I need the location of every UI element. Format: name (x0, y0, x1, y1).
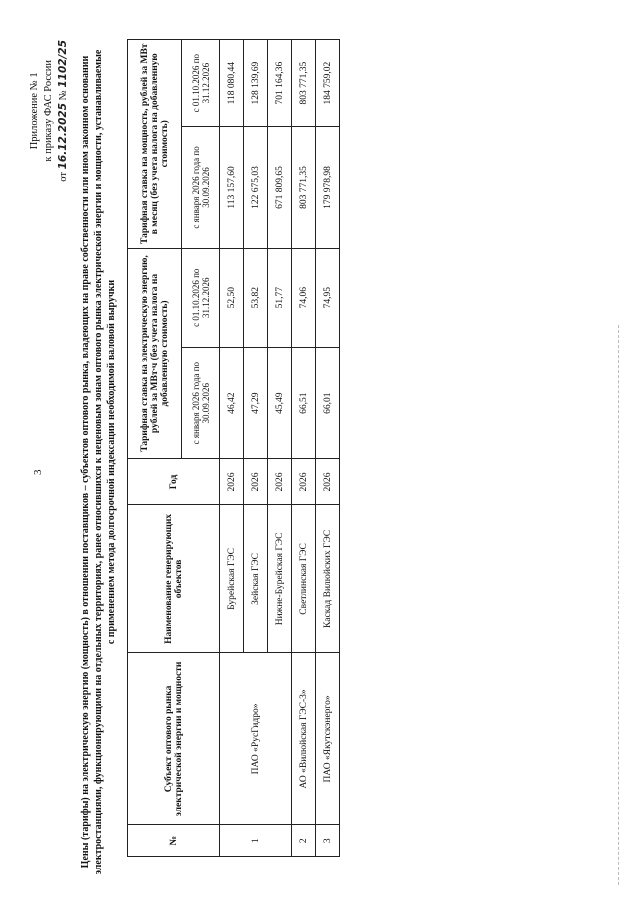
header-energy-rate: Тарифная ставка на электрическую энергию, рублей за МВт∙ч (без учета налога на добавленную стоимость) (128, 248, 182, 459)
cell-power-2: 118 080,44 (220, 40, 244, 127)
cell-energy-2: 51,77 (268, 248, 292, 347)
cell-subject: АО «Вилюйская ГЭС-3» (292, 653, 316, 825)
subheader-period-2: с 01.10.2026 по 31.12.2026 (182, 248, 220, 347)
cell-power-1: 179 978,98 (316, 127, 340, 248)
cell-energy-2: 74,06 (292, 248, 316, 347)
cell-energy-2: 53,82 (244, 248, 268, 347)
table-header-row (128, 40, 182, 857)
cell-object: Каскад Вилюйских ГЭС (316, 505, 340, 653)
cell-num: 3 (316, 825, 340, 857)
cell-num: 1 (220, 825, 292, 857)
cell-year: 2026 (244, 459, 268, 505)
cell-object: Светлинская ГЭС (292, 505, 316, 653)
appendix-order-ref: к приказу ФАС России (43, 60, 54, 162)
cell-energy-2: 74,95 (316, 248, 340, 347)
scan-footer-line (618, 325, 619, 885)
table-row (316, 40, 340, 857)
tariffs-table (127, 39, 340, 857)
cell-energy-1: 66,01 (316, 347, 340, 459)
header-subject: Субъект оптового рынка электрической энергии и мощности (128, 653, 220, 825)
appendix-title: Приложение № 1 (29, 72, 40, 150)
appendix-block (28, 40, 71, 182)
cell-power-1: 803 771,35 (292, 127, 316, 248)
cell-energy-1: 47,29 (244, 347, 268, 459)
cell-energy-1: 46,42 (220, 347, 244, 459)
subheader-period-4: с 01.10.2026 по 31.12.2026 (182, 40, 220, 127)
cell-power-2: 128 139,69 (244, 40, 268, 127)
header-year: Год (128, 459, 220, 505)
number-sign: № (58, 90, 69, 101)
cell-num: 2 (292, 825, 316, 857)
header-power-rate: Тарифная ставка на мощность, рублей за МВт в месяц (без учета налога на добавленную стоимость) (128, 40, 182, 249)
cell-power-1: 671 809,65 (268, 127, 292, 248)
cell-subject: ПАО «Якутскэнерго» (316, 653, 340, 825)
cell-power-2: 184 759,02 (316, 40, 340, 127)
table-row (292, 40, 316, 857)
page-number: 3 (32, 469, 44, 475)
cell-power-2: 701 164,36 (268, 40, 292, 127)
document-heading: Цены (тарифы) на электрическую энергию (мощность) в отношении поставщиков – субъектов оптового рынка, владеющих на праве собственности или ином законном основании электростанциями, функционирующими на отдельных территориях, ранее относившихся к неценовым зонам оптового рынка электрической энергии и мощности, устанавливаемые с применением метода долгосрочной индексации необходимой валовой выручки (80, 49, 117, 875)
cell-power-1: 122 675,03 (244, 127, 268, 248)
cell-object: Бурейская ГЭС (220, 505, 244, 653)
cell-year: 2026 (316, 459, 340, 505)
cell-power-2: 803 771,35 (292, 40, 316, 127)
date-prefix: от (58, 172, 69, 182)
subheader-period-3: с января 2026 года по 30.09.2026 (182, 127, 220, 248)
cell-year: 2026 (292, 459, 316, 505)
cell-energy-2: 52,50 (220, 248, 244, 347)
cell-year: 2026 (220, 459, 244, 505)
cell-subject: ПАО «РусГидро» (220, 653, 292, 825)
subheader-period-1: с января 2026 года по 30.09.2026 (182, 347, 220, 459)
cell-object: Нижне-Бурейская ГЭС (268, 505, 292, 653)
handwritten-date: 16.12.2025 (57, 102, 69, 170)
cell-year: 2026 (268, 459, 292, 505)
header-objects: Наименование генерирующих объектов (128, 505, 220, 653)
handwritten-number: 1102/25 (57, 40, 69, 88)
cell-power-1: 113 157,60 (220, 127, 244, 248)
table-row (220, 40, 244, 857)
cell-energy-1: 45,49 (268, 347, 292, 459)
cell-object: Зейская ГЭС (244, 505, 268, 653)
cell-energy-1: 66,51 (292, 347, 316, 459)
appendix-date-line (56, 40, 71, 182)
header-num: № (128, 825, 220, 857)
